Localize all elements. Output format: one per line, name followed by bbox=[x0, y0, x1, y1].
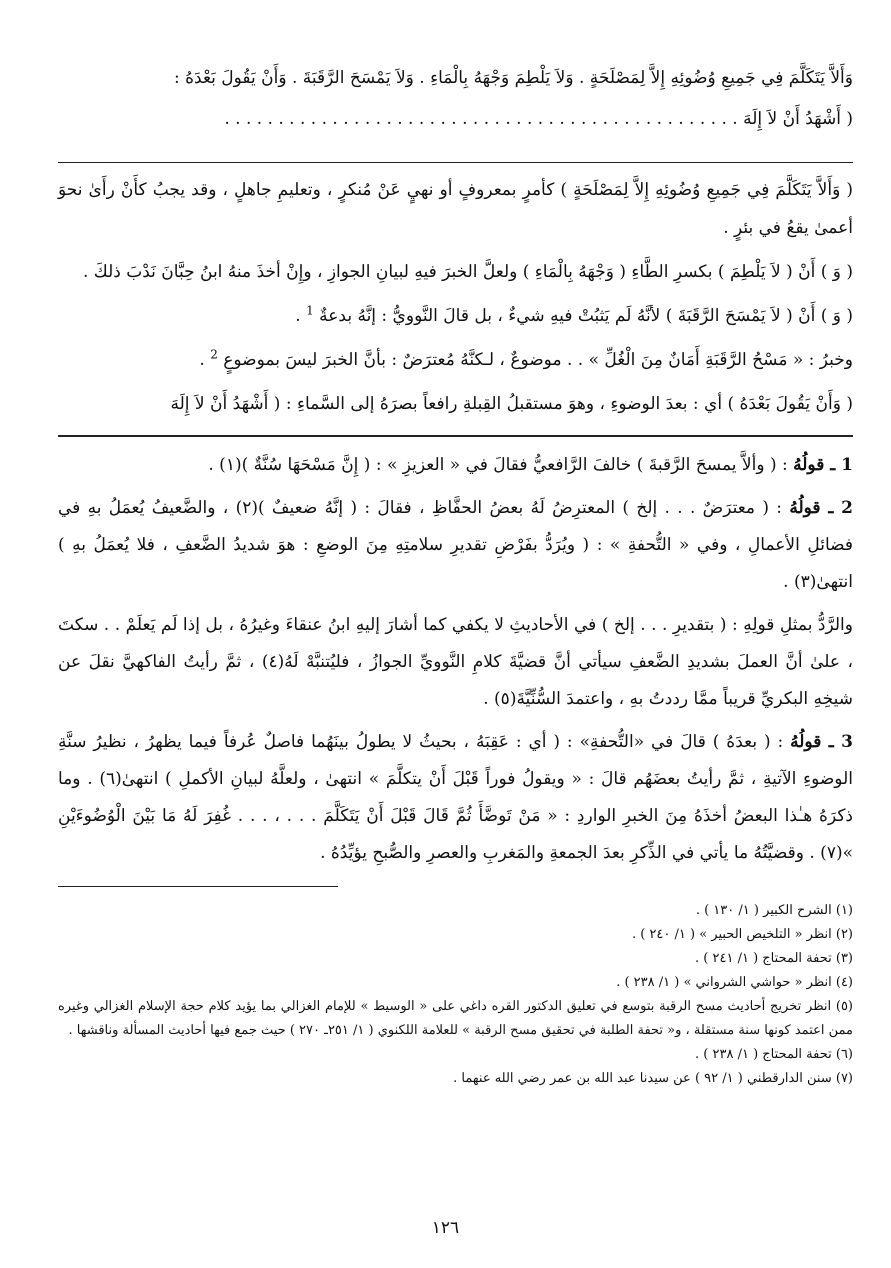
hashiya-lead: 1 ـ قولُهُ bbox=[793, 455, 853, 475]
matn-block bbox=[58, 58, 853, 140]
hashiya-paragraph: 1 ـ قولُهُ : ( وألاَّ يمسحَ الرَّقبةَ ) خالفَ الرَّافعيُّ فقالَ في « العزيزِ » : ( إِنَّ مَسْحَهَا سُنَّةٌ )(١) . bbox=[208, 455, 853, 475]
hashiya-lead: 3 ـ قولُهُ bbox=[790, 732, 853, 752]
footnote-mark: 1 bbox=[306, 303, 314, 318]
sharh-paragraph: وخبرُ : « مَسْحُ الرَّقَبَةِ أَمَانٌ مِنَ الْغُلِّ » . . موضوعٌ ، لـكنَّهُ مُعترَضٌ : بأنَّ الخبرَ ليسَ بموضوعٍ $^2$ . bbox=[199, 347, 853, 370]
hashiya-lead: 2 ـ قولُهُ bbox=[789, 498, 853, 518]
sharh-separator bbox=[58, 435, 853, 437]
footnote: (٦) تحفة المحتاج ( ١/ ٢٣٨ ) . bbox=[695, 1047, 853, 1062]
footnote: (٧) سنن الدارقطني ( ١/ ٩٢ ) عن سيدنا عبد الله بن عمر رضي الله عنهما . bbox=[453, 1071, 853, 1086]
sharh-paragraph: ( وَ ) أَنْ ( لاَ يَمْسَحَ الرَّقَبَةَ ) لأنَّهُ لَم يَثبُتْ فيهِ شيءٌ ، بل قالَ النَّوويُّ : إنَّهُ بدعةٌ $^1$ . bbox=[295, 303, 853, 326]
matn-line: وَأَلاَّ يَتَكَلَّمَ فِي جَمِيعِ وُضُوئِهِ إِلاَّ لِمَصْلَحَةٍ . وَلاَ يَلْطِمَ وَجْهَهُ بِالْمَاءِ . وَلاَ يَمْسَحَ الرَّقَبَةَ . وَأَنْ يَقُولَ بَعْدَهُ : bbox=[174, 68, 853, 88]
footnote: (٢) انظر « التلخيص الحبير » ( ١/ ٢٤٠ ) . bbox=[631, 927, 853, 942]
matn-separator bbox=[58, 162, 853, 163]
matn-line: ( أَشْهَدُ أَنْ لاَ إِلَهَ . . . . . . . . . . . . . . . . . . . . . . . . . . . . . . . . . . . . . . . . . . . . . . . . bbox=[224, 109, 853, 129]
footnote-mark: 2 bbox=[210, 347, 218, 362]
hashiya-paragraph: 3 ـ قولُهُ : ( بعدَهُ ) قالَ في «التُّحفةِ» : ( أي : عَقِبَهُ ، بحيثُ لا يطولُ بينَهُما فاصلٌ عُرفاً فيما يظهرُ ، نظيرُ سنَّةِ الوضوءِ الآتيةِ ، ثمَّ رأيتُ بعضَهُم قالَ : « ويقولُ فوراً قَبْلَ أَنْ يتكلَّمَ » انتهىٰ ، ولعلَّهُ لبيانِ الأكملِ ) انتهىٰ(٦) . وما ذكرَهُ هـٰذا البعضُ أخذَهُ مِنَ الخبرِ الواردِ : « مَنْ تَوضَّأَ ثُمَّ قَالَ قَبْلَ أَنْ يَتَكَلَّمَ . . . ، . . . غُفِرَ لَهُ مَا بَيْنَ الْوُضُوءَيْنِ »(٧) . وقضيَّتُهُ ما يأتي في الذِّكرِ بعدَ الجمعةِ والمَغربِ والعصرِ والصُّبحِ يؤيِّدُهُ . bbox=[58, 732, 853, 863]
sharh-block bbox=[58, 171, 853, 423]
sharh-paragraph: ( وَأَنْ يَقُولَ بَعْدَهُ ) أي : بعدَ الوضوءِ ، وهوَ مستقبلُ القِبلةِ رافعاً بصرَهُ إلى السَّماءِ : ( أَشْهَدُ أَنْ لاَ إِلَهَ bbox=[170, 394, 853, 414]
footnote-separator bbox=[58, 886, 338, 887]
hashiya-block bbox=[58, 447, 853, 872]
footnote: (١) الشرح الكبير ( ١/ ١٣٠ ) . bbox=[695, 903, 853, 918]
hashiya-paragraph: والرَّدُّ بمثلِ قولِهِ : ( بتقديرِ . . . إلخ ) في الأحاديثِ لا يكفي كما أشارَ إليهِ ابنُ عنقاءَ وغيرُهُ ، بل إذا لَم يَعلَمْ . . سكتَ ، علىٰ أنَّ العملَ بشديدِ الضَّعفِ سيأتي أنَّ قضيَّةَ كلامِ النَّوويِّ الجوازُ ، فليُتنبَّهْ لَهُ(٤) ، ثمَّ رأيتُ الفاكهيَّ نقلَ عن شيخِهِ البكريِّ قريباً ممَّا رددتُ بهِ ، واعتمدَ السُّنِّيَّةَ(٥) . bbox=[58, 615, 853, 709]
page-number: ١٢٦ bbox=[431, 1218, 460, 1238]
footnote: (٥) انظر تخريج أحاديث مسح الرقبة بتوسع في تعليق الدكتور القره داغي على « الوسيط » للإمام الغزالي بما يؤيد كلام حجة الإسلام الغزالي وغيره ممن اعتمد كونها سنة مستقلة ، و« تحفة الطلبة في تحقيق مسح الرقبة » للعلامة اللكنوي ( ١/ ٢٥١ـ ٢٧٠ ) حيث جمع فيها أحاديث المسألة وناقشها . bbox=[58, 999, 853, 1038]
page-body bbox=[58, 58, 853, 1091]
hashiya-paragraph: 2 ـ قولُهُ : ( معترَضٌ . . . إلخ ) المعترِضُ لَهُ بعضُ الحفَّاظِ ، فقالَ : ( إنَّهُ ضعيفٌ )(٢) ، والضَّعيفُ يُعمَلُ بهِ في فضائلِ الأعمالِ ، وفي « التُّحفةِ » : ( ويُرَدُّ بفَرْضِ تقديرِ سلامتِهِ مِنَ الوضعِ : هوَ شديدُ الضَّعفِ ، فلا يُعمَلُ بهِ ) انتهىٰ(٣) . bbox=[58, 498, 853, 592]
sharh-paragraph: ( وَ ) أَنْ ( لاَ يَلْطِمَ ) بكسرِ الطَّاءِ ( وَجْهَهُ بِالْمَاءِ ) ولعلَّ الخبرَ فيهِ لبيانِ الجوازِ ، وإِنْ أخذَ منهُ ابنُ حِبَّانَ نَدْبَ ذلكَ . bbox=[82, 262, 853, 282]
footnote: (٣) تحفة المحتاج ( ١/ ٢٤١ ) . bbox=[695, 951, 853, 966]
footnotes bbox=[58, 899, 853, 1091]
sharh-paragraph: ( وَأَلاَّ يَتَكَلَّمَ فِي جَمِيعِ وُضُوئِهِ إِلاَّ لِمَصْلَحَةٍ ) كأمرٍ بمعروفٍ أو نهيٍ عَنْ مُنكرٍ ، وتعليمِ جاهلٍ ، وقد يجبُ كأَنْ رأَىٰ نحوَ أعمىٰ يقعُ في بئرٍ . bbox=[58, 180, 853, 238]
footnote: (٤) انظر « حواشي الشرواني » ( ١/ ٢٣٨ ) . bbox=[616, 975, 853, 990]
